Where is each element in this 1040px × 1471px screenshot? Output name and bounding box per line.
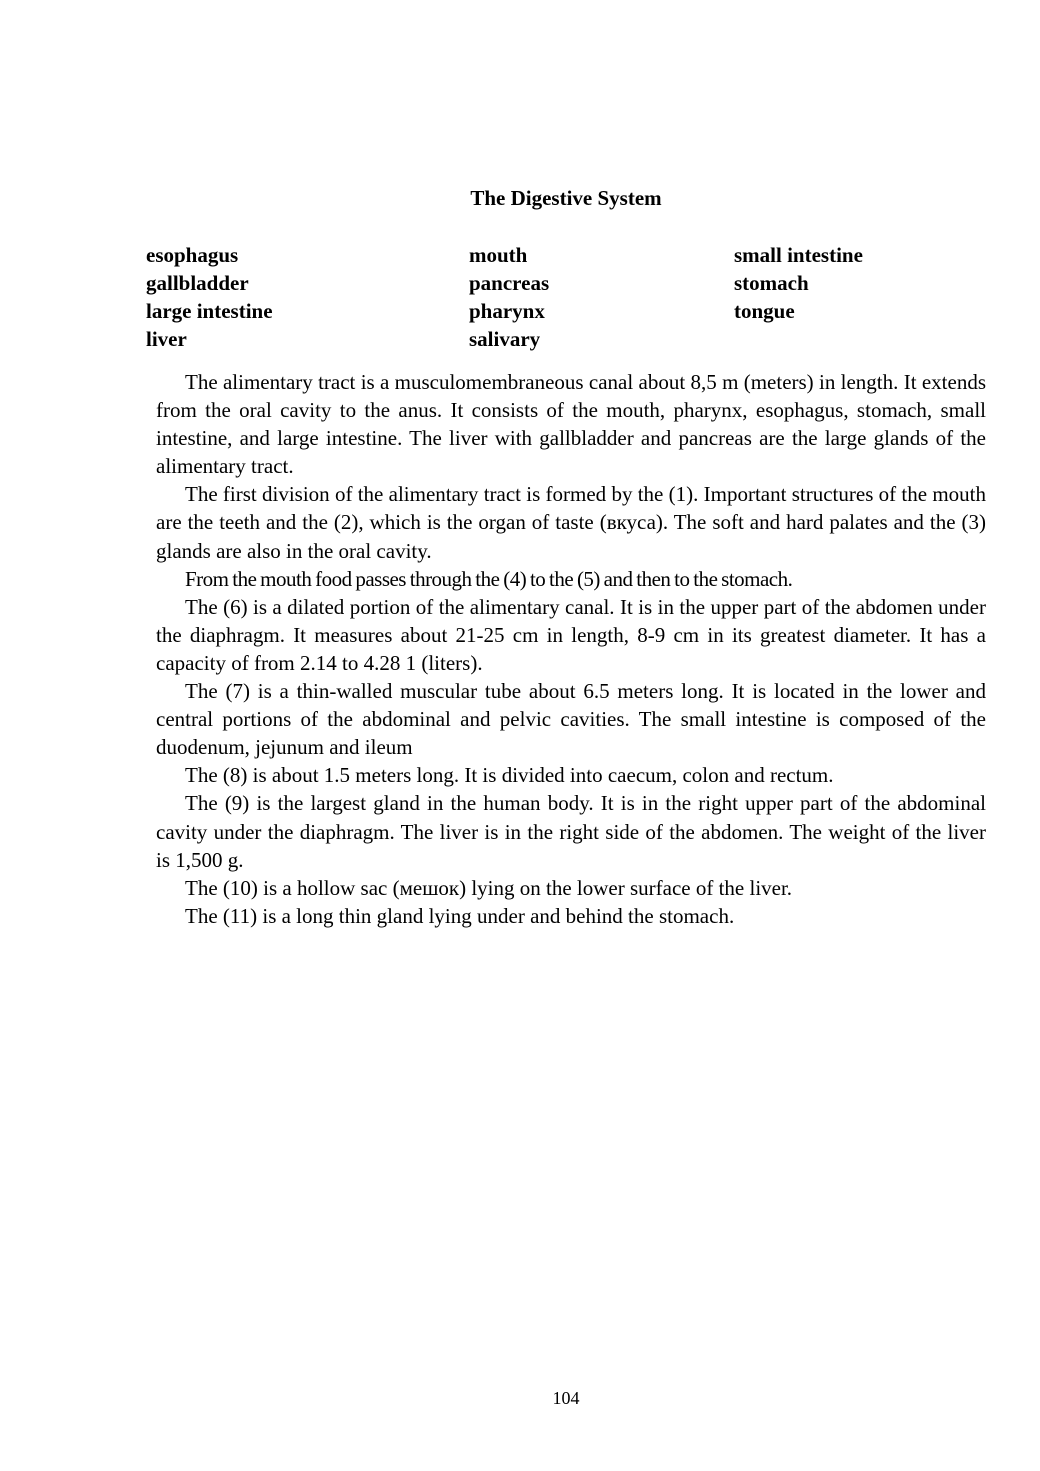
word-bank-column (146, 241, 273, 353)
paragraph: The (6) is a dilated portion of the alimentary canal. It is in the upper part of the abdomen under the diaphragm. It measures about 21-25 cm in length, 8-9 cm in its greatest diameter. It has a capacity of from 2.14 to 4.28 1 (liters). (156, 594, 986, 675)
page-number: 104 (552, 1388, 580, 1408)
word-bank-item: pancreas (469, 271, 550, 295)
paragraph: The alimentary tract is a musculomembraneous canal about 8,5 m (meters) in length. It extends from the oral cavity to the anus. It consists of the mouth, pharynx, esophagus, stomach, small intestine, and large intestine. The liver with gallbladder and pancreas are the large glands of the alimentary tract. (156, 370, 986, 479)
page-title: The Digestive System (470, 186, 662, 210)
word-bank-item: large intestine (146, 299, 273, 323)
paragraph: The (9) is the largest gland in the human body. It is in the right upper part of the abdominal cavity under the diaphragm. The liver is in the right side of the abdomen. The weight of the liver is 1,500 g. (156, 791, 986, 872)
word-bank-item: small intestine (734, 243, 863, 267)
word-bank (146, 241, 1006, 353)
paragraph: The (10) is a hollow sac (мешок) lying on the lower surface of the liver. (185, 875, 793, 900)
paragraph: The (7) is a thin-walled muscular tube about 6.5 meters long. It is located in the lower and central portions of the abdominal and pelvic cavities. The small intestine is composed of the duodenum, jejunum and ileum (156, 679, 986, 760)
word-bank-item: liver (146, 327, 187, 351)
word-bank-column (469, 241, 549, 353)
word-bank-item: salivary (469, 327, 541, 351)
paragraph: The (11) is a long thin gland lying under and behind the stomach. (185, 903, 735, 928)
word-bank-item: gallbladder (146, 271, 249, 295)
word-bank-item: esophagus (146, 243, 239, 267)
word-bank-column (734, 241, 863, 325)
paragraph: The first division of the alimentary tract is formed by the (1). Important structures of the mouth are the teeth and the (2), which is the organ of taste (вкуса). The soft and hard palates and the (3) glands are also in the oral cavity. (156, 482, 986, 563)
word-bank-item: tongue (734, 299, 795, 323)
word-bank-item: pharynx (469, 299, 545, 323)
word-bank-item: stomach (734, 271, 809, 295)
paragraph: The (8) is about 1.5 meters long. It is divided into caecum, colon and rectum. (185, 763, 834, 788)
text-body (156, 368, 986, 930)
word-bank-item: mouth (469, 243, 528, 267)
paragraph: From the mouth food passes through the (4) to the (5) and then to the stomach. (185, 566, 793, 591)
